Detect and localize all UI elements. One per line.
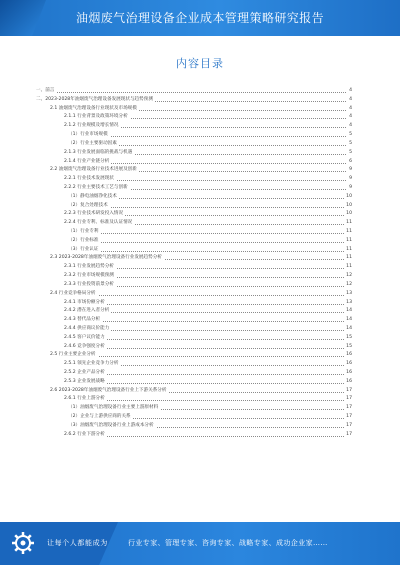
toc-entry-label: （1）静电油烟净化技术 — [68, 193, 119, 202]
toc-entry-label: 2.2.3 行业技术研发投入情况 — [64, 210, 125, 219]
toc-entry[interactable] — [36, 96, 352, 105]
toc-entry-label: 2.3.2 行业市场规模预测 — [64, 272, 116, 281]
toc-entry-page: 11 — [345, 219, 352, 228]
toc-dot-leader — [36, 92, 346, 93]
toc-entry-page: 13 — [345, 290, 352, 299]
table-of-contents — [36, 87, 352, 440]
toc-entry[interactable] — [64, 395, 352, 404]
toc-entry-page: 14 — [345, 325, 352, 334]
toc-entry-label: 2.6.2 行业下游分析 — [64, 431, 107, 440]
toc-entry-label: 2.6 2023-2028年油烟废气治理设备行业上下游关系分析 — [50, 387, 169, 396]
toc-entry-page: 12 — [345, 281, 352, 290]
toc-entry[interactable] — [68, 413, 352, 422]
toc-entry[interactable] — [64, 316, 352, 325]
toc-entry[interactable] — [64, 263, 352, 272]
toc-entry-page: 5 — [348, 140, 352, 149]
toc-entry-label: 一、前言 — [36, 87, 56, 96]
toc-entry[interactable] — [68, 202, 352, 211]
toc-entry-page: 11 — [345, 254, 352, 263]
toc-entry[interactable] — [68, 237, 352, 246]
toc-entry-page: 4 — [348, 122, 352, 131]
toc-entry-page: 11 — [345, 246, 352, 255]
toc-heading: 内容目录 — [176, 57, 224, 70]
toc-entry-page: 11 — [345, 237, 352, 246]
toc-entry-label: 2.4.5 客户议价能力 — [64, 334, 107, 343]
toc-entry[interactable] — [64, 343, 352, 352]
toc-entry-page: 5 — [348, 149, 352, 158]
toc-entry[interactable] — [64, 281, 352, 290]
toc-entry[interactable] — [68, 422, 352, 431]
toc-entry[interactable] — [64, 175, 352, 184]
toc-entry[interactable] — [68, 404, 352, 413]
toc-entry-label: （3）油烟废气治理设备行业上游成本分析 — [68, 422, 156, 431]
toc-entry[interactable] — [64, 272, 352, 281]
toc-entry-page: 9 — [348, 184, 352, 193]
toc-entry[interactable] — [68, 131, 352, 140]
toc-entry-page: 16 — [345, 351, 352, 360]
toc-entry-page: 10 — [345, 202, 352, 211]
toc-entry-page: 14 — [345, 316, 352, 325]
toc-entry-label: 2.3.3 行业投资前景分析 — [64, 281, 116, 290]
toc-entry-label: 2.2.4 行业专利、标准及认证情况 — [64, 219, 134, 228]
toc-entry-page: 16 — [345, 360, 352, 369]
toc-entry-page: 15 — [345, 334, 352, 343]
toc-entry-page: 16 — [345, 378, 352, 387]
footer-roles: 行业专家、管理专家、咨询专家、战略专家、成功企业家…… — [128, 539, 328, 547]
toc-entry-label: （3）行业认证 — [68, 246, 101, 255]
footer-motto: 让每个人都能成为 — [47, 539, 108, 547]
toc-entry[interactable] — [68, 246, 352, 255]
toc-entry-label: 2.1.3 行业发展面临的挑战与机遇 — [64, 149, 134, 158]
toc-entry-page: 15 — [345, 343, 352, 352]
toc-entry-page: 13 — [345, 299, 352, 308]
toc-entry-page: 16 — [345, 369, 352, 378]
toc-entry[interactable] — [64, 210, 352, 219]
toc-entry-page: 11 — [345, 263, 352, 272]
toc-entry[interactable] — [64, 431, 352, 440]
toc-entry-label: （1）行业专利 — [68, 228, 101, 237]
toc-entry[interactable] — [36, 87, 352, 96]
toc-dot-leader — [64, 321, 346, 322]
toc-dot-leader — [68, 136, 346, 137]
toc-entry-label: （1）行业市场规模 — [68, 131, 110, 140]
toc-entry[interactable] — [50, 254, 352, 263]
toc-entry-label: 2.6.1 行业上游分析 — [64, 395, 107, 404]
toc-entry[interactable] — [50, 290, 352, 299]
toc-entry[interactable] — [50, 387, 352, 396]
toc-entry-page: 10 — [345, 210, 352, 219]
toc-entry-label: 2.2.2 行业主要技术工艺与创新 — [64, 184, 130, 193]
toc-entry-label: 2.4.3 替代品分析 — [64, 316, 102, 325]
toc-entry-label: 2.3 2023-2028年油烟废气治理设备行业发展趋势分析 — [50, 254, 164, 263]
toc-entry-page: 17 — [345, 422, 352, 431]
toc-entry-label: 2.5.2 企业产品分析 — [64, 369, 107, 378]
toc-entry[interactable] — [50, 166, 352, 175]
toc-entry-label: 2.5 行业主要企业分析 — [50, 351, 98, 360]
toc-entry[interactable] — [64, 334, 352, 343]
toc-entry[interactable] — [68, 193, 352, 202]
toc-entry-page: 4 — [348, 96, 352, 105]
toc-entry-label: 2.4.4 供应商议价能力 — [64, 325, 111, 334]
toc-entry[interactable] — [50, 105, 352, 114]
toc-entry-page: 9 — [348, 166, 352, 175]
toc-dot-leader — [68, 207, 346, 208]
toc-entry[interactable] — [64, 122, 352, 131]
toc-entry-label: （2）企业与上游供应商的关系 — [68, 413, 133, 422]
toc-entry[interactable] — [68, 228, 352, 237]
toc-entry-label: 2.4 行业竞争格局分析 — [50, 290, 98, 299]
toc-dot-leader — [68, 251, 346, 252]
toc-dot-leader — [68, 242, 346, 243]
toc-entry-label: 2.5.1 领先企业竞争力分析 — [64, 360, 121, 369]
toc-entry-label: 2.1.4 行业产业链分析 — [64, 158, 111, 167]
toc-entry-label: 2.2.1 行业技术发展现状 — [64, 175, 116, 184]
toc-entry-page: 6 — [348, 158, 352, 167]
toc-entry-label: （2）行业主要驱动因素 — [68, 140, 119, 149]
toc-entry[interactable] — [64, 325, 352, 334]
toc-entry-page: 12 — [345, 272, 352, 281]
toc-entry-page: 17 — [345, 404, 352, 413]
toc-entry-page: 17 — [345, 431, 352, 440]
toc-entry-label: 2.1 油烟废气治理设备行业现状及市场规模 — [50, 105, 139, 114]
toc-entry-page: 17 — [345, 387, 352, 396]
toc-entry-label: 2.1.2 行业规模及增长情况 — [64, 122, 121, 131]
toc-entry[interactable] — [64, 219, 352, 228]
toc-entry-page: 4 — [348, 105, 352, 114]
toc-entry-label: 二、2023-2028年油烟废气治理设备发展现状与趋势预测 — [36, 96, 155, 105]
toc-entry-page: 5 — [348, 131, 352, 140]
toc-entry-label: （1）油烟废气治理设备行业主要上游原材料 — [68, 404, 160, 413]
toc-entry-page: 14 — [345, 307, 352, 316]
toc-entry-label: （2）复合处理技术 — [68, 202, 110, 211]
toc-entry-page: 10 — [345, 193, 352, 202]
toc-entry-page: 4 — [348, 113, 352, 122]
toc-entry-label: 2.1.1 行业背景及政策环境分析 — [64, 113, 130, 122]
toc-dot-leader — [68, 233, 346, 234]
toc-entry[interactable] — [50, 351, 352, 360]
gear-logo-icon — [10, 530, 36, 556]
toc-entry-label: 2.5.3 企业发展战略 — [64, 378, 107, 387]
toc-entry[interactable] — [64, 378, 352, 387]
toc-entry-page: 11 — [345, 228, 352, 237]
toc-entry[interactable] — [64, 299, 352, 308]
toc-entry-label: （2）行业标准 — [68, 237, 101, 246]
toc-entry-label: 2.4.2 潜在进入者分析 — [64, 307, 111, 316]
toc-entry[interactable] — [64, 360, 352, 369]
toc-entry-label: 2.2 油烟废气治理设备行业技术进展及创新 — [50, 166, 139, 175]
toc-entry[interactable] — [64, 158, 352, 167]
toc-entry-page: 9 — [348, 175, 352, 184]
toc-entry[interactable] — [64, 184, 352, 193]
toc-entry-page: 17 — [345, 413, 352, 422]
toc-entry[interactable] — [64, 307, 352, 316]
header-banner — [0, 0, 400, 36]
toc-entry-page: 17 — [345, 395, 352, 404]
toc-entry-label: 2.3.1 行业发展趋势分析 — [64, 263, 116, 272]
toc-entry[interactable] — [64, 369, 352, 378]
report-title: 油烟废气治理设备企业成本管理策略研究报告 — [75, 11, 324, 25]
toc-entry[interactable] — [68, 140, 352, 149]
toc-entry-page: 4 — [348, 87, 352, 96]
toc-entry[interactable] — [64, 149, 352, 158]
toc-entry-label: 2.4.1 市场份额分析 — [64, 299, 107, 308]
toc-entry[interactable] — [64, 113, 352, 122]
toc-entry-label: 2.4.6 竞争强度分析 — [64, 343, 107, 352]
